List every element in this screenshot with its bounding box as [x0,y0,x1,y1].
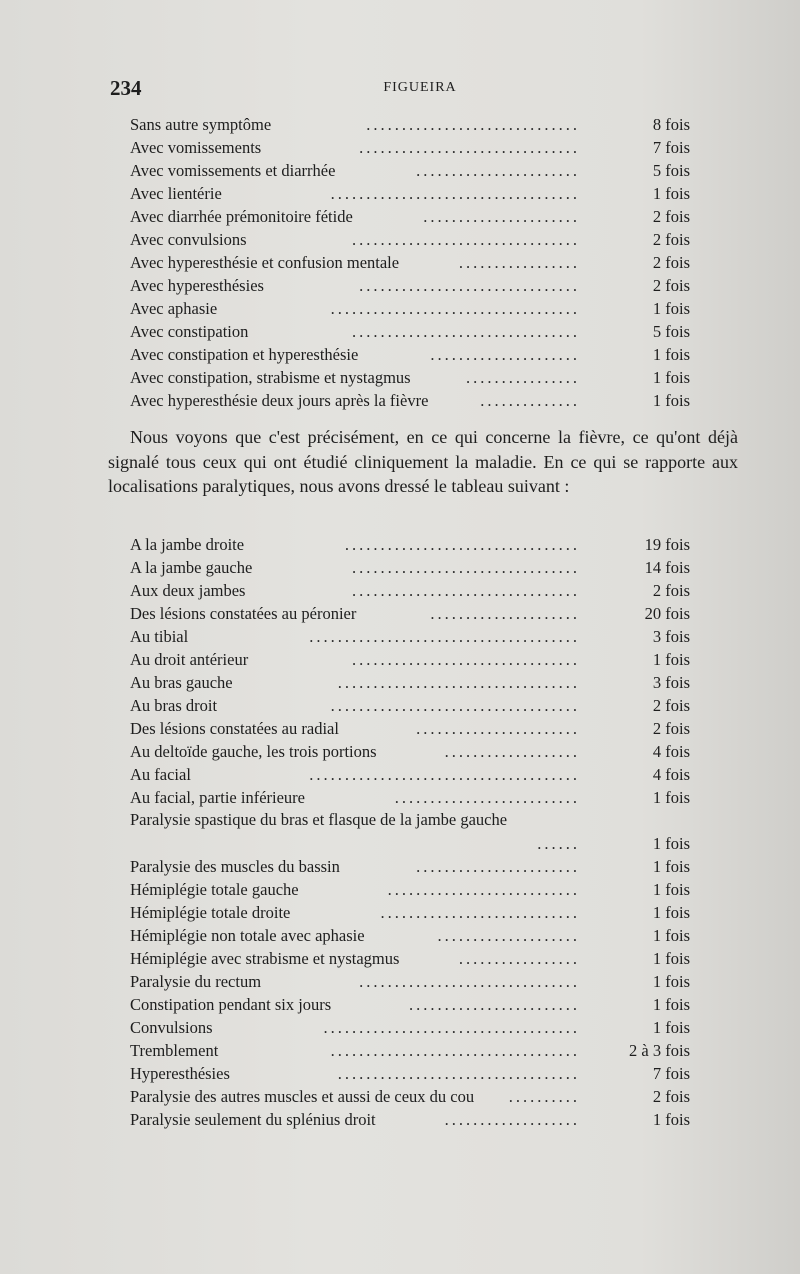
dot-leader: ............................... [359,276,580,295]
item-count: 8 fois [652,115,690,134]
list-item [130,924,690,947]
item-count: 1 fois [652,1110,690,1129]
paragraph-text: Nous voyons que c'est précisément, en ce qui concerne la fièvre, ce qu'ont déjà signalé tous ceux qui ont étudié cliniquement la maladie. En ce qui se rapporte aux localisations paralytiques, nous avons dressé le tableau suivant : [108,427,738,496]
list-item [130,1085,690,1108]
list-item [130,320,690,343]
item-count: 1 fois [652,345,690,364]
item-label: Paralysie du rectum [130,972,262,991]
dot-leader: ..................... [430,345,580,364]
item-count: 1 fois [652,926,690,945]
dot-leader: ................................ [352,650,580,669]
item-label: Hyperesthésies [130,1064,230,1083]
item-count: 4 fois [652,742,690,761]
item-count: 4 fois [652,765,690,784]
dot-leader: ................................... [330,696,580,715]
dot-leader: ....................... [416,719,580,738]
item-count: 1 fois [652,949,690,968]
item-label: Avec constipation [130,322,249,341]
list-item [130,274,690,297]
item-count: 2 fois [652,581,690,600]
item-label: Paralysie spastique du bras et flasque de la jambe gauche [130,810,508,829]
dot-leader: .............................. [366,115,580,134]
dot-leader: .............. [480,391,580,410]
list-item [130,228,690,251]
list-item [130,113,690,136]
item-count: 1 fois [652,857,690,876]
list-item [130,970,690,993]
item-count: 3 fois [652,627,690,646]
dot-leader: ................................... [330,184,580,203]
dot-leader: .................................. [337,1064,580,1083]
item-label: Hémiplégie totale gauche [130,880,299,899]
item-count: 2 fois [652,276,690,295]
item-label: A la jambe gauche [130,558,253,577]
list-item [130,648,690,671]
list-item [130,556,690,579]
item-count: 7 fois [652,138,690,157]
item-label: Hémiplégie totale droite [130,903,291,922]
item-count: 5 fois [652,322,690,341]
dot-leader: ....................... [416,161,580,180]
running-title: FIGUEIRA [383,80,457,95]
dot-leader: .......... [508,1087,580,1106]
dot-leader: ............................ [380,903,580,922]
dot-leader: ....................... [416,857,580,876]
item-label: Au facial, partie inférieure [130,788,305,807]
list-item [130,1062,690,1085]
item-count: 1 fois [652,299,690,318]
item-count: 20 fois [644,604,690,623]
list-item [130,533,690,556]
item-label: Convulsions [130,1018,213,1037]
dot-leader: ................... [444,742,580,761]
item-label: Avec diarrhée prémonitoire fétide [130,207,353,226]
item-count: 1 fois [652,788,690,807]
dot-leader: ................................ [352,230,580,249]
item-label: Avec hyperesthésies [130,276,264,295]
item-count: 1 fois [652,1018,690,1037]
list-item [130,671,690,694]
dot-leader: ...................... [423,207,580,226]
item-label: Paralysie des muscles du bassin [130,857,340,876]
dot-leader: ................. [458,949,580,968]
list-item [130,159,690,182]
item-count: 2 à 3 fois [629,1041,690,1060]
item-label: Au droit antérieur [130,650,249,669]
dot-leader: ...................................... [309,627,580,646]
item-label: Hémiplégie non totale avec aphasie [130,926,365,945]
item-label: Au bras gauche [130,673,233,692]
list-item [130,579,690,602]
list-item [130,136,690,159]
dot-leader: ................................ [352,322,580,341]
list-item [130,694,690,717]
item-count: 19 fois [644,535,690,554]
item-label: Avec aphasie [130,299,218,318]
item-label: Paralysie des autres muscles et aussi de ceux du cou [130,1087,475,1106]
list-item [130,763,690,786]
item-count: 1 fois [652,972,690,991]
list-item [130,205,690,228]
item-count: 2 fois [652,207,690,226]
dot-leader: ............................... [359,138,580,157]
dot-leader: .................................. [337,673,580,692]
item-count: 2 fois [652,253,690,272]
list-item [130,993,690,1016]
dot-leader: .................... [437,926,580,945]
list-item [130,786,690,809]
dot-leader: ................................... [330,1041,580,1060]
list-item [130,251,690,274]
item-label: Avec vomissements et diarrhée [130,161,336,180]
item-count: 1 fois [652,368,690,387]
list-item [130,343,690,366]
item-label: Avec hyperesthésie et confusion mentale [130,253,400,272]
dot-leader: ............................... [359,972,580,991]
list-item [130,901,690,924]
item-label: Constipation pendant six jours [130,995,332,1014]
page-number: 234 [110,76,142,100]
list-item [130,182,690,205]
list-item [130,878,690,901]
dot-leader: ................ [466,368,580,387]
item-count: 7 fois [652,1064,690,1083]
dot-leader: ................... [444,1110,580,1129]
item-count: 2 fois [652,696,690,715]
item-label: Au deltoïde gauche, les trois portions [130,742,377,761]
item-label: Avec vomissements [130,138,262,157]
item-count: 1 fois [652,995,690,1014]
item-label: Hémiplégie avec strabisme et nystagmus [130,949,400,968]
dot-leader: .......................... [394,788,580,807]
item-label: Paralysie seulement du splénius droit [130,1110,376,1129]
item-label: Tremblement [130,1041,219,1060]
dot-leader: ..................... [430,604,580,623]
dot-leader: ...................................... [309,765,580,784]
list-item [130,297,690,320]
item-count: 1 fois [652,650,690,669]
body-paragraph [108,425,738,499]
item-label: Au tibial [130,627,189,646]
item-label: Avec convulsions [130,230,247,249]
list-item [130,389,690,412]
item-count: 2 fois [652,1087,690,1106]
item-count: 3 fois [652,673,690,692]
item-label: Avec constipation, strabisme et nystagmus [130,368,411,387]
symptom-list [130,113,690,412]
item-label: Aux deux jambes [130,581,246,600]
item-label: Des lésions constatées au péronier [130,604,357,623]
item-label: Au facial [130,765,191,784]
list-item [130,625,690,648]
list-item [130,740,690,763]
list-item [130,602,690,625]
item-count: 14 fois [644,558,690,577]
page-header [110,76,730,102]
dot-leader: ................................ [352,581,580,600]
list-item [130,717,690,740]
dot-leader: ................. [458,253,580,272]
item-count: 1 fois [652,880,690,899]
item-count: 5 fois [652,161,690,180]
dot-leader: ................................... [330,299,580,318]
list-item [130,1016,690,1039]
dot-leader: ...... [537,834,580,853]
list-item [130,1039,690,1062]
list-item [130,855,690,878]
item-label: Avec hyperesthésie deux jours après la fièvre [130,391,429,410]
item-count: 2 fois [652,230,690,249]
dot-leader: ................................. [344,535,580,554]
item-count: 1 fois [652,834,690,853]
dot-leader: .................................... [323,1018,580,1037]
item-label: A la jambe droite [130,535,245,554]
item-label: Des lésions constatées au radial [130,719,339,738]
dot-leader: ................................ [352,558,580,577]
item-count: 2 fois [652,719,690,738]
item-count: 1 fois [652,391,690,410]
paralysis-location-list [130,533,690,1131]
list-item [130,1108,690,1131]
dot-leader: ........................ [409,995,580,1014]
item-label: Avec lientérie [130,184,222,203]
list-item [130,947,690,970]
list-item [130,809,690,855]
list-item [130,366,690,389]
item-label: Au bras droit [130,696,218,715]
item-label: Avec constipation et hyperesthésie [130,345,359,364]
item-count: 1 fois [652,184,690,203]
item-count: 1 fois [652,903,690,922]
item-label: Sans autre symptôme [130,115,272,134]
dot-leader: ........................... [387,880,580,899]
